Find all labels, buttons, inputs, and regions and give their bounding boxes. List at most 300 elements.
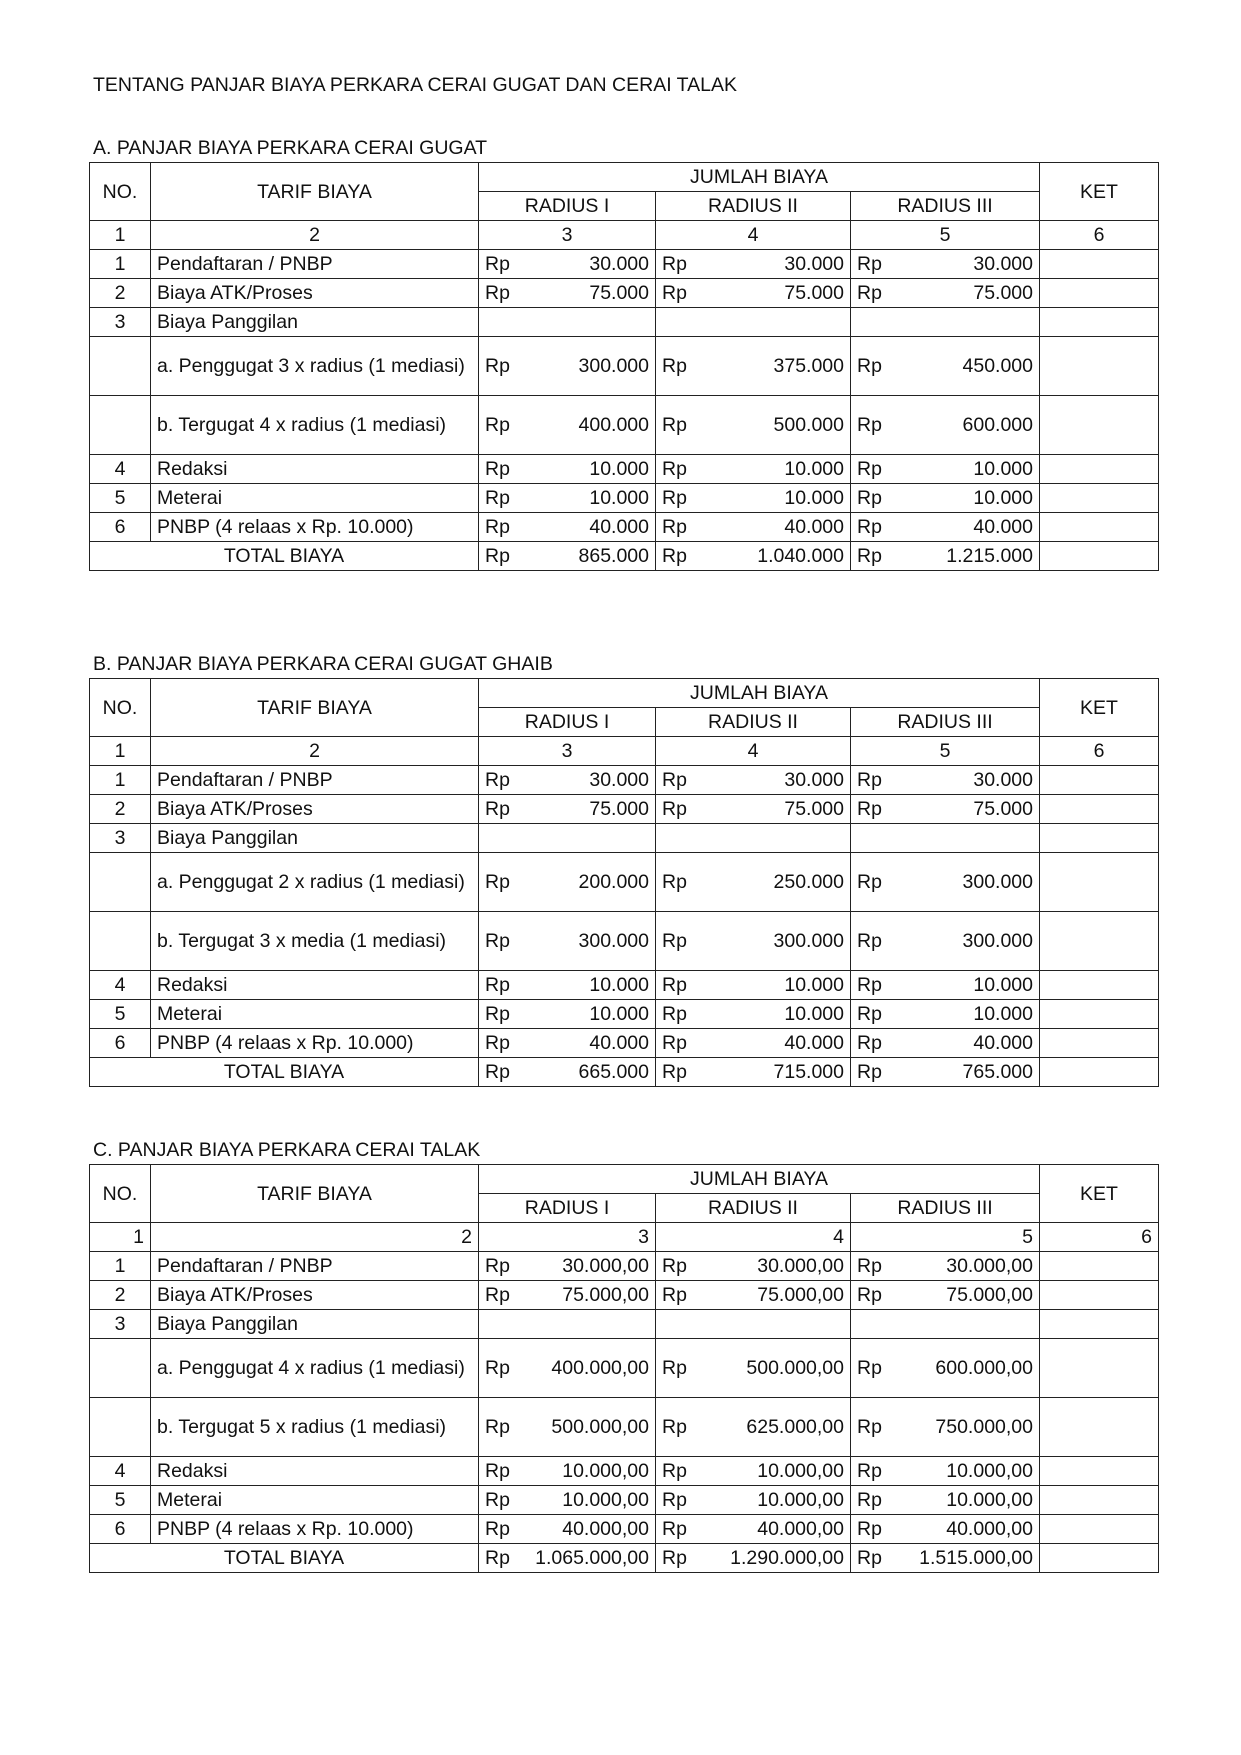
amount-cell (656, 1398, 851, 1457)
amount-value: 40.000,00 (562, 1518, 649, 1540)
row-number: 3 (90, 308, 151, 337)
currency-label: Rp (485, 871, 510, 893)
table-row (90, 1000, 1159, 1029)
ket-cell (1040, 1252, 1159, 1281)
table-row (90, 396, 1159, 455)
row-label: Biaya ATK/Proses (151, 279, 479, 308)
row-number: 2 (90, 795, 151, 824)
table-row (90, 1515, 1159, 1544)
row-label: Meterai (151, 1000, 479, 1029)
amount-value: 300.000 (962, 930, 1033, 952)
column-number: 3 (479, 221, 656, 250)
row-number: 5 (90, 484, 151, 513)
amount-value: 30.000 (973, 253, 1033, 275)
currency-label: Rp (857, 1284, 882, 1306)
currency-label: Rp (662, 516, 687, 538)
amount-value: 1.515.000,00 (919, 1547, 1033, 1569)
ket-cell (1040, 1000, 1159, 1029)
ket-cell (1040, 337, 1159, 396)
header-radius1: RADIUS I (479, 1194, 656, 1223)
currency-label: Rp (662, 1284, 687, 1306)
amount-value: 10.000 (973, 1003, 1033, 1025)
amount-value: 75.000,00 (757, 1284, 844, 1306)
row-label: Meterai (151, 484, 479, 513)
header-radius3: RADIUS III (851, 708, 1040, 737)
ket-cell (1040, 250, 1159, 279)
currency-label: Rp (857, 1003, 882, 1025)
amount-cell (851, 1339, 1040, 1398)
table-row (90, 1029, 1159, 1058)
amount-value: 10.000,00 (757, 1489, 844, 1511)
header-jumlah: JUMLAH BIAYA (479, 679, 1040, 708)
amount-value: 40.000 (784, 1032, 844, 1054)
amount-cell (479, 337, 656, 396)
amount-value: 750.000,00 (935, 1416, 1033, 1438)
amount-value: 10.000 (784, 1003, 844, 1025)
currency-label: Rp (485, 355, 510, 377)
row-number (90, 337, 151, 396)
currency-label: Rp (662, 798, 687, 820)
amount-value: 10.000 (589, 458, 649, 480)
amount-cell (479, 1544, 656, 1573)
row-label: Redaksi (151, 455, 479, 484)
amount-value: 10.000 (973, 974, 1033, 996)
amount-value: 75.000,00 (946, 1284, 1033, 1306)
header-no: NO. (90, 163, 151, 221)
header-row (90, 163, 1159, 192)
amount-value: 75.000 (784, 282, 844, 304)
header-row (90, 679, 1159, 708)
table-row (90, 1339, 1159, 1398)
row-label: b. Tergugat 5 x radius (1 mediasi) (151, 1398, 479, 1457)
currency-label: Rp (662, 282, 687, 304)
ket-cell (1040, 1515, 1159, 1544)
currency-label: Rp (857, 282, 882, 304)
amount-cell (479, 542, 656, 571)
ket-cell (1040, 1310, 1159, 1339)
table-row (90, 824, 1159, 853)
amount-value: 10.000 (589, 487, 649, 509)
amount-cell (656, 513, 851, 542)
currency-label: Rp (662, 871, 687, 893)
currency-label: Rp (662, 1518, 687, 1540)
ket-cell (1040, 912, 1159, 971)
row-label: Biaya ATK/Proses (151, 1281, 479, 1310)
currency-label: Rp (857, 1489, 882, 1511)
amount-value: 75.000 (973, 798, 1033, 820)
amount-value: 600.000 (962, 414, 1033, 436)
currency-label: Rp (662, 769, 687, 791)
amount-value: 30.000 (589, 769, 649, 791)
currency-label: Rp (485, 458, 510, 480)
amount-cell (656, 1029, 851, 1058)
amount-cell (656, 1457, 851, 1486)
row-number: 3 (90, 1310, 151, 1339)
amount-value: 30.000 (589, 253, 649, 275)
currency-label: Rp (485, 1032, 510, 1054)
table-row (90, 912, 1159, 971)
amount-value: 30.000,00 (946, 1255, 1033, 1277)
ket-cell (1040, 279, 1159, 308)
currency-label: Rp (662, 1460, 687, 1482)
amount-cell (656, 455, 851, 484)
row-label: Biaya Panggilan (151, 308, 479, 337)
column-number: 1 (90, 1223, 151, 1252)
amount-cell (656, 971, 851, 1000)
ket-cell (1040, 542, 1159, 571)
amount-cell (656, 1486, 851, 1515)
amount-value: 10.000,00 (757, 1460, 844, 1482)
currency-label: Rp (857, 974, 882, 996)
ket-cell (1040, 853, 1159, 912)
section-title: B. PANJAR BIAYA PERKARA CERAI GUGAT GHAIB (93, 653, 553, 675)
ket-cell (1040, 1486, 1159, 1515)
row-number (90, 853, 151, 912)
currency-label: Rp (662, 1255, 687, 1277)
amount-value: 10.000,00 (562, 1489, 649, 1511)
row-number (90, 1398, 151, 1457)
amount-cell (656, 337, 851, 396)
table-row (90, 1486, 1159, 1515)
amount-cell (656, 912, 851, 971)
amount-cell (851, 1000, 1040, 1029)
amount-cell (656, 542, 851, 571)
amount-value: 75.000 (973, 282, 1033, 304)
amount-value: 75.000 (589, 798, 649, 820)
row-number: 2 (90, 279, 151, 308)
amount-value: 30.000,00 (757, 1255, 844, 1277)
row-number (90, 1339, 151, 1398)
currency-label: Rp (662, 974, 687, 996)
row-number: 4 (90, 455, 151, 484)
amount-cell (656, 795, 851, 824)
header-radius3: RADIUS III (851, 1194, 1040, 1223)
table-row (90, 795, 1159, 824)
amount-cell (851, 1281, 1040, 1310)
currency-label: Rp (857, 871, 882, 893)
ket-cell (1040, 308, 1159, 337)
amount-value: 300.000 (962, 871, 1033, 893)
row-number: 5 (90, 1000, 151, 1029)
currency-label: Rp (857, 1255, 882, 1277)
amount-value: 1.040.000 (757, 545, 844, 567)
table-row (90, 1310, 1159, 1339)
amount-cell (479, 484, 656, 513)
row-label: a. Penggugat 4 x radius (1 mediasi) (151, 1339, 479, 1398)
row-label: PNBP (4 relaas x Rp. 10.000) (151, 513, 479, 542)
amount-value: 200.000 (578, 871, 649, 893)
ket-cell (1040, 971, 1159, 1000)
fee-table (89, 162, 1159, 571)
amount-value: 10.000,00 (946, 1460, 1033, 1482)
currency-label: Rp (485, 1460, 510, 1482)
amount-cell (851, 766, 1040, 795)
ket-cell (1040, 1398, 1159, 1457)
empty-cell (851, 824, 1040, 853)
row-number: 6 (90, 1515, 151, 1544)
currency-label: Rp (485, 282, 510, 304)
empty-cell (656, 1310, 851, 1339)
empty-cell (851, 1310, 1040, 1339)
amount-value: 75.000,00 (562, 1284, 649, 1306)
row-number: 4 (90, 971, 151, 1000)
amount-value: 30.000 (784, 769, 844, 791)
row-number (90, 396, 151, 455)
currency-label: Rp (485, 1255, 510, 1277)
fee-table (89, 678, 1159, 1087)
column-number: 6 (1040, 737, 1159, 766)
row-label: b. Tergugat 3 x media (1 mediasi) (151, 912, 479, 971)
amount-value: 10.000 (589, 1003, 649, 1025)
row-label: b. Tergugat 4 x radius (1 mediasi) (151, 396, 479, 455)
amount-cell (479, 1058, 656, 1087)
currency-label: Rp (857, 253, 882, 275)
amount-value: 10.000,00 (946, 1489, 1033, 1511)
amount-cell (851, 1515, 1040, 1544)
column-number-row (90, 737, 1159, 766)
table-row (90, 455, 1159, 484)
amount-value: 450.000 (962, 355, 1033, 377)
amount-cell (851, 853, 1040, 912)
amount-value: 300.000 (773, 930, 844, 952)
currency-label: Rp (485, 1518, 510, 1540)
amount-cell (479, 1000, 656, 1029)
amount-value: 1.065.000,00 (535, 1547, 649, 1569)
currency-label: Rp (857, 545, 882, 567)
row-label: Pendaftaran / PNBP (151, 250, 479, 279)
amount-value: 500.000,00 (551, 1416, 649, 1438)
amount-cell (851, 1544, 1040, 1573)
column-number: 1 (90, 221, 151, 250)
amount-value: 10.000,00 (562, 1460, 649, 1482)
amount-value: 765.000 (962, 1061, 1033, 1083)
amount-cell (656, 1544, 851, 1573)
currency-label: Rp (857, 769, 882, 791)
column-number: 6 (1040, 1223, 1159, 1252)
currency-label: Rp (857, 930, 882, 952)
total-row (90, 1058, 1159, 1087)
amount-value: 400.000 (578, 414, 649, 436)
currency-label: Rp (485, 487, 510, 509)
currency-label: Rp (857, 1416, 882, 1438)
currency-label: Rp (857, 487, 882, 509)
amount-value: 10.000 (784, 974, 844, 996)
column-number: 4 (656, 221, 851, 250)
header-tarif: TARIF BIAYA (151, 1165, 479, 1223)
amount-value: 400.000,00 (551, 1357, 649, 1379)
row-label: Redaksi (151, 971, 479, 1000)
header-radius3: RADIUS III (851, 192, 1040, 221)
amount-cell (479, 1398, 656, 1457)
header-radius2: RADIUS II (656, 1194, 851, 1223)
currency-label: Rp (857, 798, 882, 820)
empty-cell (656, 824, 851, 853)
ket-cell (1040, 766, 1159, 795)
empty-cell (479, 1310, 656, 1339)
row-label: Meterai (151, 1486, 479, 1515)
empty-cell (479, 824, 656, 853)
amount-cell (851, 1457, 1040, 1486)
ket-cell (1040, 1058, 1159, 1087)
amount-cell (656, 1000, 851, 1029)
amount-cell (479, 1252, 656, 1281)
amount-cell (479, 250, 656, 279)
column-number: 3 (479, 1223, 656, 1252)
table-row (90, 1252, 1159, 1281)
table-row (90, 1281, 1159, 1310)
row-label: PNBP (4 relaas x Rp. 10.000) (151, 1515, 479, 1544)
table-row (90, 337, 1159, 396)
row-number: 2 (90, 1281, 151, 1310)
header-no: NO. (90, 679, 151, 737)
amount-cell (656, 1515, 851, 1544)
amount-cell (656, 766, 851, 795)
row-label: Pendaftaran / PNBP (151, 1252, 479, 1281)
header-ket: KET (1040, 163, 1159, 221)
amount-cell (851, 1252, 1040, 1281)
column-number: 3 (479, 737, 656, 766)
currency-label: Rp (485, 1489, 510, 1511)
currency-label: Rp (857, 355, 882, 377)
currency-label: Rp (857, 516, 882, 538)
total-label: TOTAL BIAYA (90, 1544, 479, 1573)
ket-cell (1040, 1339, 1159, 1398)
currency-label: Rp (485, 930, 510, 952)
column-number: 5 (851, 221, 1040, 250)
amount-value: 40.000 (973, 516, 1033, 538)
header-tarif: TARIF BIAYA (151, 679, 479, 737)
header-no: NO. (90, 1165, 151, 1223)
currency-label: Rp (857, 1518, 882, 1540)
total-row (90, 1544, 1159, 1573)
amount-cell (851, 279, 1040, 308)
row-label: Biaya Panggilan (151, 824, 479, 853)
amount-value: 10.000 (973, 487, 1033, 509)
currency-label: Rp (485, 1416, 510, 1438)
currency-label: Rp (662, 1489, 687, 1511)
amount-value: 500.000 (773, 414, 844, 436)
amount-value: 10.000 (589, 974, 649, 996)
amount-value: 40.000 (589, 516, 649, 538)
currency-label: Rp (662, 458, 687, 480)
fee-table (89, 1164, 1159, 1573)
amount-value: 1.290.000,00 (730, 1547, 844, 1569)
row-number: 1 (90, 250, 151, 279)
amount-cell (479, 912, 656, 971)
amount-cell (479, 971, 656, 1000)
amount-cell (656, 396, 851, 455)
amount-cell (656, 250, 851, 279)
amount-value: 30.000 (973, 769, 1033, 791)
column-number: 6 (1040, 221, 1159, 250)
ket-cell (1040, 1029, 1159, 1058)
amount-cell (851, 1398, 1040, 1457)
amount-cell (851, 396, 1040, 455)
currency-label: Rp (857, 414, 882, 436)
currency-label: Rp (485, 1547, 510, 1569)
amount-value: 500.000,00 (746, 1357, 844, 1379)
row-number: 4 (90, 1457, 151, 1486)
currency-label: Rp (662, 1547, 687, 1569)
section-title: A. PANJAR BIAYA PERKARA CERAI GUGAT (93, 137, 488, 159)
row-number: 3 (90, 824, 151, 853)
amount-cell (479, 513, 656, 542)
header-jumlah: JUMLAH BIAYA (479, 1165, 1040, 1194)
row-label: Biaya ATK/Proses (151, 795, 479, 824)
currency-label: Rp (662, 1416, 687, 1438)
amount-cell (851, 1486, 1040, 1515)
currency-label: Rp (857, 458, 882, 480)
header-radius2: RADIUS II (656, 192, 851, 221)
row-label: Biaya Panggilan (151, 1310, 479, 1339)
header-jumlah: JUMLAH BIAYA (479, 163, 1040, 192)
row-label: Redaksi (151, 1457, 479, 1486)
currency-label: Rp (857, 1460, 882, 1482)
amount-cell (479, 1339, 656, 1398)
table-row (90, 513, 1159, 542)
amount-value: 375.000 (773, 355, 844, 377)
amount-value: 300.000 (578, 930, 649, 952)
column-number: 2 (151, 221, 479, 250)
currency-label: Rp (857, 1547, 882, 1569)
amount-value: 715.000 (773, 1061, 844, 1083)
header-ket: KET (1040, 1165, 1159, 1223)
currency-label: Rp (662, 487, 687, 509)
amount-cell (479, 1029, 656, 1058)
amount-value: 625.000,00 (746, 1416, 844, 1438)
amount-value: 30.000 (784, 253, 844, 275)
total-row (90, 542, 1159, 571)
row-number: 1 (90, 766, 151, 795)
table-row (90, 279, 1159, 308)
amount-value: 1.215.000 (946, 545, 1033, 567)
row-label: Pendaftaran / PNBP (151, 766, 479, 795)
amount-cell (479, 1457, 656, 1486)
table-row (90, 250, 1159, 279)
header-ket: KET (1040, 679, 1159, 737)
currency-label: Rp (662, 1061, 687, 1083)
table-row (90, 971, 1159, 1000)
amount-value: 40.000 (589, 1032, 649, 1054)
currency-label: Rp (485, 1061, 510, 1083)
ket-cell (1040, 795, 1159, 824)
amount-cell (479, 1515, 656, 1544)
row-label: a. Penggugat 3 x radius (1 mediasi) (151, 337, 479, 396)
column-number: 1 (90, 737, 151, 766)
currency-label: Rp (485, 1284, 510, 1306)
amount-cell (851, 912, 1040, 971)
column-number: 2 (151, 737, 479, 766)
currency-label: Rp (662, 1032, 687, 1054)
currency-label: Rp (485, 516, 510, 538)
section-title: C. PANJAR BIAYA PERKARA CERAI TALAK (93, 1139, 481, 1161)
amount-cell (851, 542, 1040, 571)
ket-cell (1040, 455, 1159, 484)
amount-value: 40.000,00 (946, 1518, 1033, 1540)
amount-value: 10.000 (784, 458, 844, 480)
currency-label: Rp (662, 1003, 687, 1025)
amount-cell (656, 1281, 851, 1310)
currency-label: Rp (662, 414, 687, 436)
currency-label: Rp (662, 545, 687, 567)
amount-cell (851, 795, 1040, 824)
amount-value: 300.000 (578, 355, 649, 377)
amount-cell (851, 337, 1040, 396)
amount-cell (851, 1029, 1040, 1058)
row-number (90, 912, 151, 971)
row-label: a. Penggugat 2 x radius (1 mediasi) (151, 853, 479, 912)
ket-cell (1040, 1457, 1159, 1486)
